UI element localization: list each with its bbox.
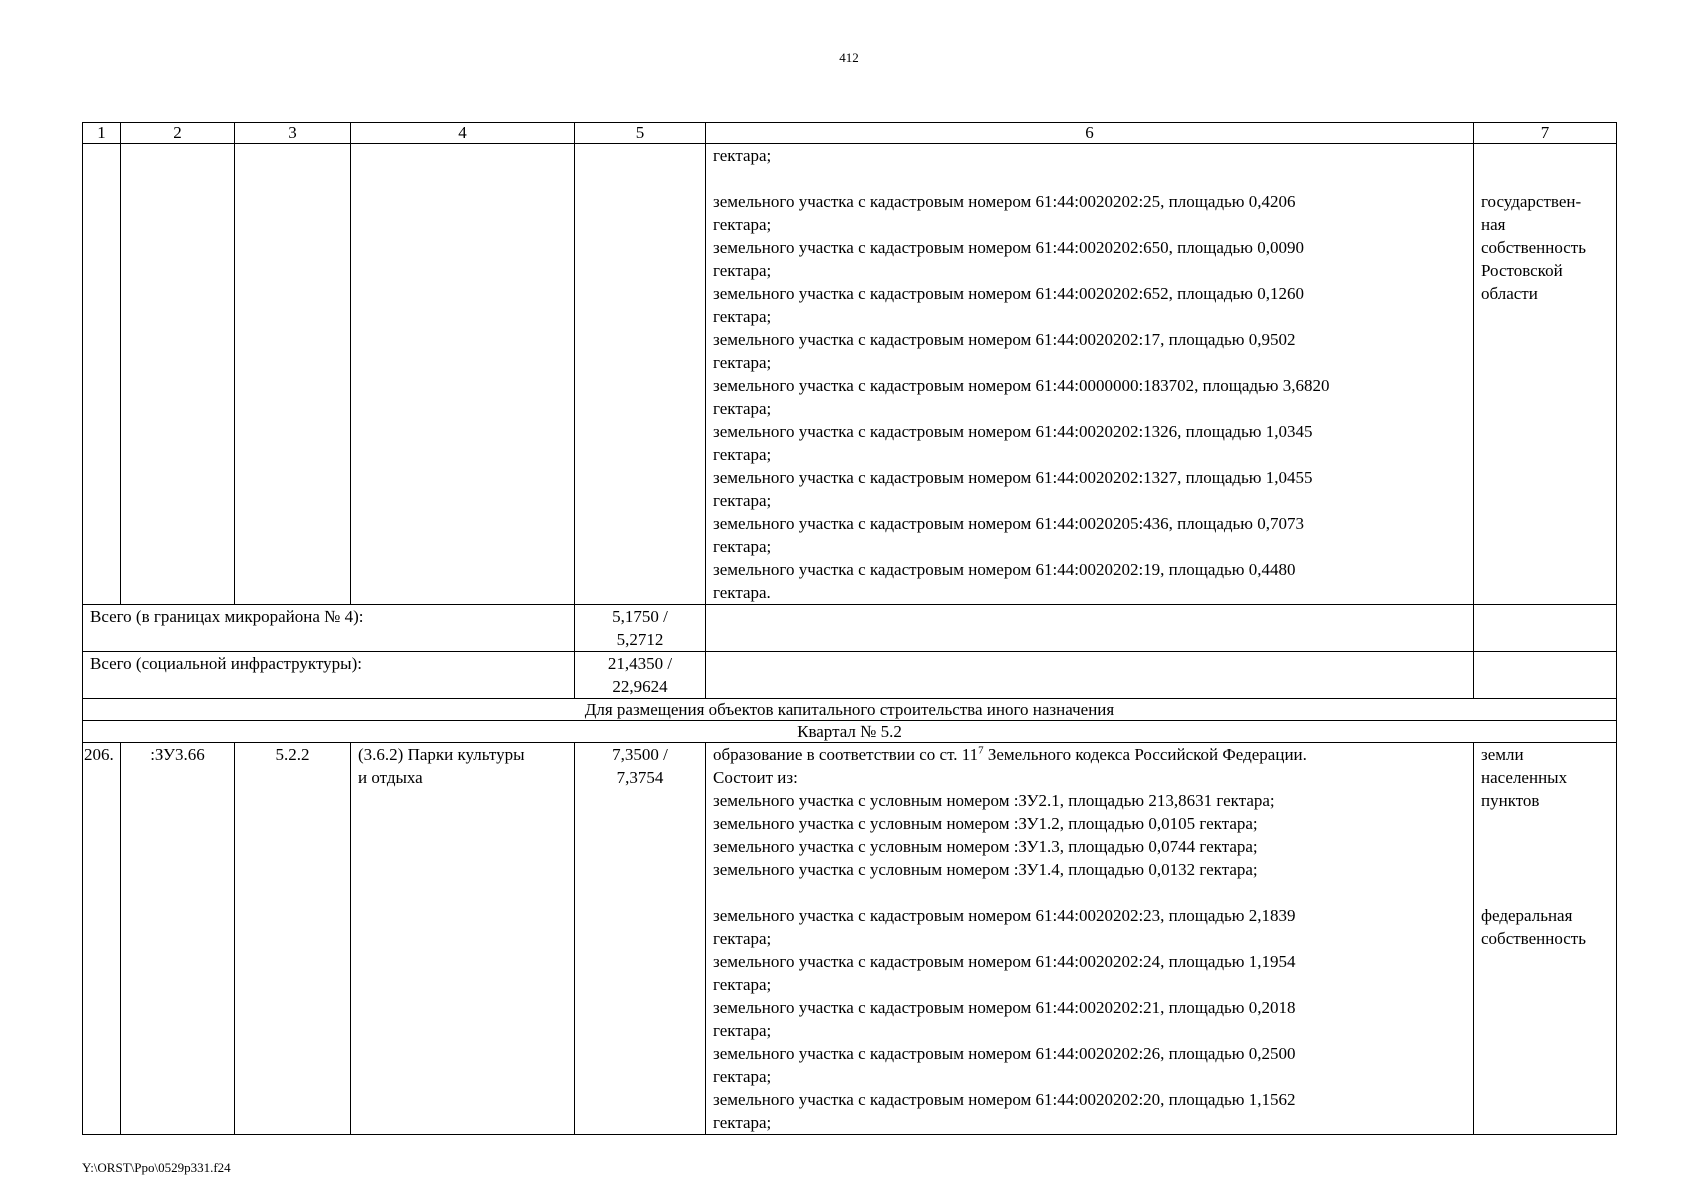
ownership-line: ная [1481, 215, 1506, 234]
cell-code [121, 144, 235, 605]
total-value-line: 5,2712 [616, 630, 664, 649]
article-superscript: 7 [978, 744, 984, 757]
composition-line: земельного участка с кадастровым номером 61:44:0020202:20, площадью 1,1562 [713, 1090, 1296, 1109]
empty-cell [1474, 605, 1617, 652]
composition-line: гектара; [713, 975, 772, 994]
page-number: 412 [839, 50, 859, 65]
section-row [83, 699, 1617, 721]
composition-line: гектара; [713, 1067, 772, 1086]
ownership-line: государствен- [1481, 192, 1582, 211]
composition-line: земельного участка с кадастровым номером 61:44:0000000:183702, площадью 3,6820 [713, 376, 1330, 395]
composition-line: гектара; [713, 399, 772, 418]
cell-purpose [351, 743, 575, 1135]
total-row-microdistrict [83, 605, 1617, 652]
ownership-line: пунктов [1481, 791, 1540, 810]
composition-line: земельного участка с кадастровым номером 61:44:0020202:26, площадью 0,2500 [713, 1044, 1296, 1063]
composition-line: земельного участка с кадастровым номером 61:44:0020202:24, площадью 1,1954 [713, 952, 1296, 971]
composition-line: гектара; [713, 146, 772, 165]
composition-line: гектара; [713, 1021, 772, 1040]
header-cell: 4 [351, 123, 575, 144]
cell-purpose [351, 144, 575, 605]
composition-line: гектара; [713, 353, 772, 372]
composition-line: гектара; [713, 1113, 772, 1132]
table-header-row [83, 123, 1617, 144]
ownership-line: собственность [1481, 238, 1586, 257]
total-value-line: 5,1750 / [612, 607, 668, 626]
composition-line: земельного участка с условным номером :ЗУ2.1, площадью 213,8631 гектара; [713, 791, 1275, 810]
cell-ownership [1474, 144, 1617, 605]
cell-area [575, 743, 706, 1135]
header-cell: 7 [1474, 123, 1617, 144]
cell-vri-code: 5.2.2 [235, 743, 351, 1135]
composition-line: земельного участка с кадастровым номером 61:44:0020205:436, площадью 0,7073 [713, 514, 1304, 533]
empty-cell [706, 605, 1474, 652]
composition-text: Земельного кодекса Российской Федерации. [983, 745, 1307, 764]
composition-line: Состоит из: [713, 768, 798, 787]
composition-line: гектара; [713, 491, 772, 510]
cell-composition [706, 743, 1474, 1135]
composition-line: земельного участка с кадастровым номером 61:44:0020202:652, площадью 0,1260 [713, 284, 1304, 303]
composition-gap [713, 167, 1466, 190]
composition-gap [713, 881, 1466, 904]
composition-line: земельного участка с кадастровым номером 61:44:0020202:1327, площадью 1,0455 [713, 468, 1313, 487]
table-row-206 [83, 743, 1617, 1135]
cell-ownership [1474, 743, 1617, 1135]
ownership-gap [1481, 835, 1609, 858]
composition-line: земельного участка с кадастровым номером 61:44:0020202:650, площадью 0,0090 [713, 238, 1304, 257]
header-cell: 3 [235, 123, 351, 144]
header-cell: 5 [575, 123, 706, 144]
cell-code: :ЗУ3.66 [121, 743, 235, 1135]
composition-line: земельного участка с кадастровым номером 61:44:0020202:23, площадью 2,1839 [713, 906, 1296, 925]
ownership-line: собственность [1481, 929, 1586, 948]
ownership-gap [1481, 144, 1609, 167]
composition-line: гектара; [713, 307, 772, 326]
ownership-line: Ростовской [1481, 261, 1563, 280]
composition-first-line [713, 743, 1466, 766]
cell-number [83, 144, 121, 605]
empty-cell [706, 652, 1474, 699]
footer-file-path: Y:\ORST\Ppo\0529p331.f24 [82, 1160, 231, 1175]
table-row-continued [83, 144, 1617, 605]
cell-number: 206. [83, 743, 121, 1135]
composition-line: гектара; [713, 215, 772, 234]
composition-line: земельного участка с кадастровым номером 61:44:0020202:21, площадью 0,2018 [713, 998, 1296, 1017]
composition-line: земельного участка с кадастровым номером 61:44:0020202:17, площадью 0,9502 [713, 330, 1296, 349]
purpose-line: и отдыха [358, 768, 423, 787]
total-label: Всего (социальной инфраструктуры): [83, 652, 575, 699]
cell-area [575, 144, 706, 605]
total-value [575, 652, 706, 699]
ownership-line: земли [1481, 745, 1524, 764]
ownership-gap [1481, 167, 1609, 190]
header-cell: 1 [83, 123, 121, 144]
cell-vri-code [235, 144, 351, 605]
total-label: Всего (в границах микрорайона № 4): [83, 605, 575, 652]
ownership-line: федеральная [1481, 906, 1573, 925]
composition-line: земельного участка с кадастровым номером 61:44:0020202:25, площадью 0,4206 [713, 192, 1296, 211]
section-title: Для размещения объектов капитального строительства иного назначения [83, 699, 1617, 721]
cell-composition [706, 144, 1474, 605]
area-line: 7,3500 / [612, 745, 668, 764]
header-cell: 2 [121, 123, 235, 144]
composition-line: земельного участка с кадастровым номером 61:44:0020202:19, площадью 0,4480 [713, 560, 1296, 579]
land-plots-table [82, 122, 1617, 1135]
quarter-row [83, 721, 1617, 743]
total-row-social [83, 652, 1617, 699]
composition-line: земельного участка с условным номером :ЗУ1.4, площадью 0,0132 гектара; [713, 860, 1258, 879]
composition-line: гектара; [713, 537, 772, 556]
composition-line: гектара; [713, 929, 772, 948]
composition-line: земельного участка с условным номером :ЗУ1.3, площадью 0,0744 гектара; [713, 837, 1258, 856]
quarter-title: Квартал № 5.2 [83, 721, 1617, 743]
total-value-line: 21,4350 / [607, 654, 673, 673]
composition-line: гектара. [713, 583, 771, 602]
header-cell: 6 [706, 123, 1474, 144]
ownership-gap [1481, 812, 1609, 835]
composition-line: земельного участка с кадастровым номером 61:44:0020202:1326, площадью 1,0345 [713, 422, 1313, 441]
composition-line: гектара; [713, 261, 772, 280]
composition-text: образование в соответствии со ст. 11 [713, 745, 979, 764]
ownership-gap [1481, 881, 1609, 904]
total-value [575, 605, 706, 652]
ownership-line: населенных [1481, 768, 1568, 787]
total-value-line: 22,9624 [612, 677, 668, 696]
composition-line: земельного участка с условным номером :ЗУ1.2, площадью 0,0105 гектара; [713, 814, 1258, 833]
empty-cell [1474, 652, 1617, 699]
purpose-line: (3.6.2) Парки культуры [358, 745, 525, 764]
area-line: 7,3754 [616, 768, 664, 787]
composition-line: гектара; [713, 445, 772, 464]
ownership-line: области [1481, 284, 1538, 303]
ownership-gap [1481, 858, 1609, 881]
